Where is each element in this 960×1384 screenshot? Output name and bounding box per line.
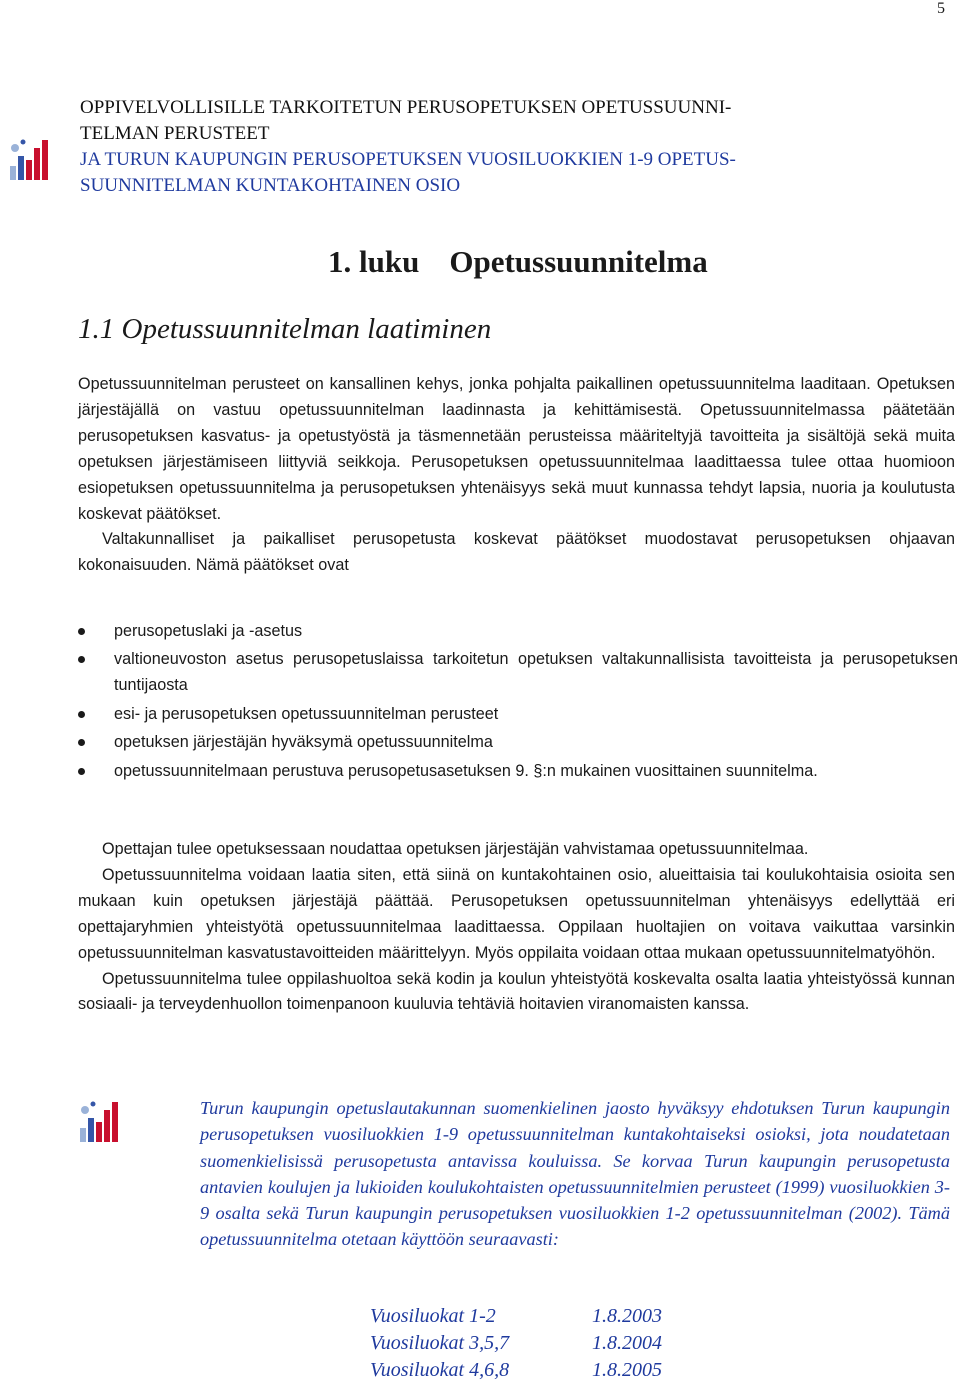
chapter-number: 1. luku [328,244,420,279]
implementation-schedule [370,1303,662,1384]
bullet-icon [78,768,85,775]
list-item: esi- ja perusopetuksen opetussuunnitelman perusteet [78,702,958,728]
schedule-grades: Vuosiluokat 4,6,8 [370,1359,510,1381]
schedule-row [370,1330,662,1357]
schedule-row [370,1357,662,1384]
closing-text [78,837,955,1018]
schedule-grades: Vuosiluokat 3,5,7 [370,1332,510,1354]
paragraph-5: Opetussuunnitelma tulee oppilashuoltoa sekä kodin ja koulun yhteistyötä koskevalta osalta laatia yhteistyössä kunnan sosiaali- ja terveydenhuollon toimenpanoon kuuluvia tehtäviä hoitavien viranomaisten kanssa. [78,969,955,1014]
header-line-1: OPPIVELVOLLISILLE TARKOITETUN PERUSOPETUKSEN OPETUSSUUNNI- [80,97,732,118]
bullet-icon [78,656,85,663]
bullet-icon [78,628,85,635]
list-item: opetuksen järjestäjän hyväksymä opetussuunnitelma [78,730,958,756]
schedule-row [370,1303,662,1330]
header-line-3: JA TURUN KAUPUNGIN PERUSOPETUKSEN VUOSILUOKKIEN 1-9 OPETUS- [80,149,736,170]
bullet-icon [78,739,85,746]
paragraph-4: Opetussuunnitelma voidaan laatia siten, että siinä on kuntakohtainen osio, alueittaisia tai koulukohtaisia osioita sen mukaan kuin opetuksen järjestäjä päättää. Perusopetuksen opetussuunnitelman yhtenäisyys edellyttää eri opettajaryhmien yhteistyötä opetussuunnitelmaa laadittaessa. Oppilaan huoltajien on voitava vaikuttaa varsinkin opetussuunnitelman kasvatustavoitteiden määrittelyyn. Myös oppilaita voidaan ottaa mukaan opetussuunnitelmatyöhön. [78,865,955,962]
chapter-heading [328,244,708,280]
turku-logo-icon [8,136,54,182]
section-title: 1.1 Opetussuunnitelman laatiminen [78,313,492,345]
schedule-date: 1.8.2005 [592,1359,662,1381]
paragraph-3: Opettajan tulee opetuksessaan noudattaa opetuksen järjestäjän vahvistamaa opetussuunnitelmaa. [102,840,809,858]
chapter-title: Opetussuunnitelma [449,244,708,279]
header-line-2: TELMAN PERUSTEET [80,123,270,144]
page-number: 5 [937,0,945,17]
header-line-4: SUUNNITELMAN KUNTAKOHTAINEN OSIO [80,175,461,196]
bullet-icon [78,711,85,718]
decision-list [78,619,958,787]
municipal-note: Turun kaupungin opetuslautakunnan suomenkielinen jaosto hyväksyy ehdotuksen Turun kaupungin perusopetuksen vuosiluokkien 1-9 opetussuunnitelman kuntakohtaiseksi osioksi, jota noudatetaan suomenkielisissä perusopetusta antavissa kouluissa. Se korvaa Turun kaupungin perusopetusta antavien koulujen ja lukioiden koulukohtaisten opetussuunnitelmien perusteet (1999) vuosiluokkien 3-9 osalta sekä Turun kaupungin perusopetuksen vuosiluokkien 1-2 opetussuunnitelman (2002). Tämä opetussuunnitelma otetaan käyttöön seuraavasti: [200,1098,950,1250]
schedule-grades: Vuosiluokat 1-2 [370,1305,496,1327]
paragraph-2: Valtakunnalliset ja paikalliset perusopetusta koskevat päätökset muodostavat perusopetuksen ohjaavan kokonaisuuden. Nämä päätökset ovat [78,530,955,575]
list-item: perusopetuslaki ja -asetus [78,619,958,645]
list-item: valtioneuvoston asetus perusopetuslaissa tarkoitetun opetuksen valtakunnallisista tavoitteista ja perusopetuksen tuntijaosta [78,647,958,699]
document-header [80,95,940,199]
schedule-date: 1.8.2004 [592,1332,662,1354]
intro-text [78,372,955,579]
list-item: opetussuunnitelmaan perustuva perusopetusasetuksen 9. §:n mukainen vuosittainen suunnitelma. [78,759,958,785]
turku-logo-icon [78,1098,124,1144]
paragraph-1: Opetussuunnitelman perusteet on kansallinen kehys, jonka pohjalta paikallinen opetussuunnitelma laaditaan. Opetuksen järjestäjällä on vastuu opetussuunnitelman laadinnasta ja kehittämisestä. Opetussuunnitelmassa päätetään perusopetuksen kasvatus- ja opetustyöstä ja täsmennetään perusteissa määriteltyjä tavoitteita ja sisältöjä sekä muita opetuksen järjestämiseen liittyviä seikkoja. Perusopetuksen opetussuunnitelmaa laadittaessa tulee ottaa huomioon esiopetuksen opetussuunnitelma ja perusopetuksen yhtenäisyys sekä muut kunnassa tehdyt lapsia, nuoria ja koulutusta koskevat päätökset. [78,375,955,523]
schedule-date: 1.8.2003 [592,1305,662,1327]
